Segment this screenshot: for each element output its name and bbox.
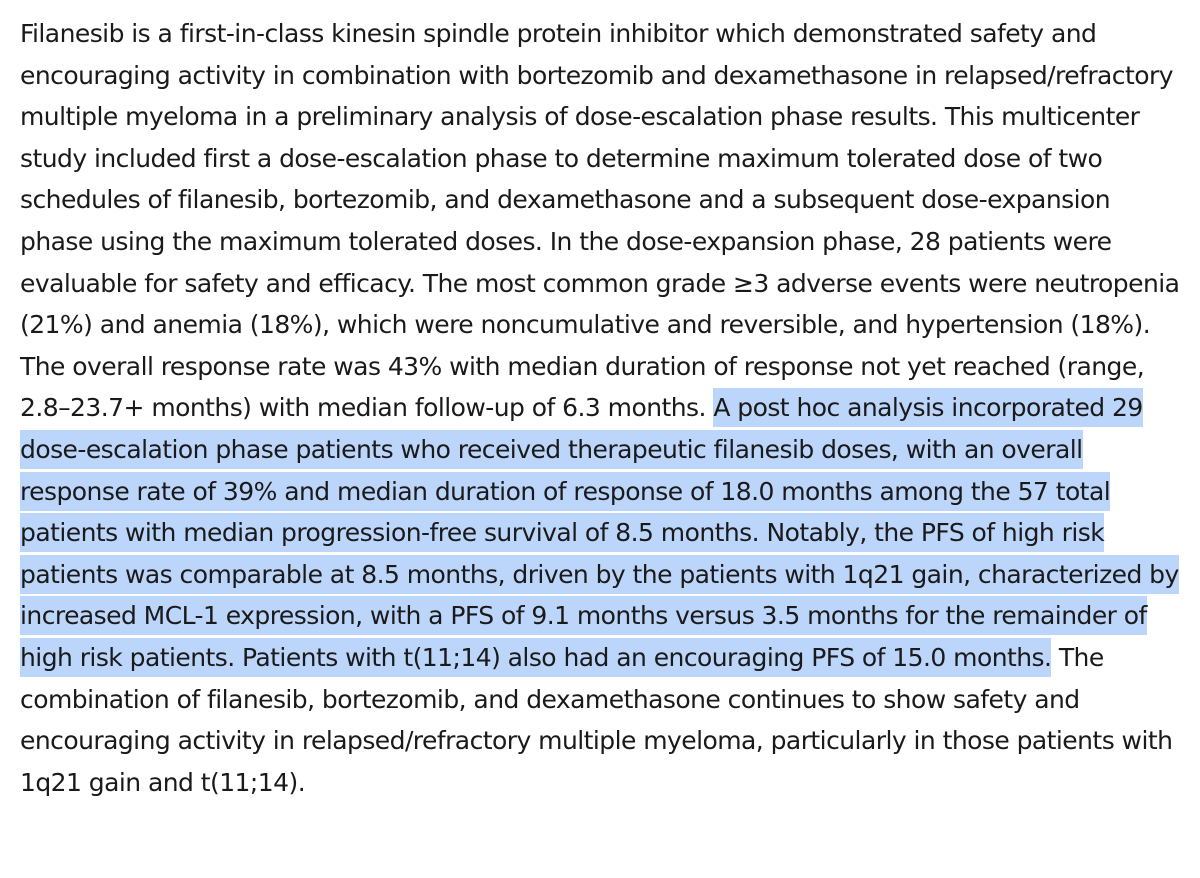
abstract-text-before-selection: Filanesib is a first-in-class kinesin spindle protein inhibitor which demonstrated safety and encouraging activity in combination with bortezomib and dexamethasone in relapsed/refractory multiple myeloma in a preliminary analysis of dose-escalation phase results. This multicenter study included first a dose-escalation phase to determine maximum tolerated dose of two schedules of filanesib, bortezomib, and dexamethasone and a subsequent dose-expansion phase using the maximum tolerated doses. In the dose-expansion phase, 28 patients were evaluable for safety and efficacy. The most common grade ≥3 adverse events were neutropenia (21%) and anemia (18%), which were noncumulative and reversible, and hypertension (18%). The overall response rate was 43% with median duration of response not yet reached (range, 2.8–23.7+ months) with median follow-up of 6.3 months. bbox=[20, 19, 1180, 423]
abstract-paragraph bbox=[20, 13, 1188, 803]
abstract-text-after-selection: The combination of filanesib, bortezomib, and dexamethasone continues to show safety and encouraging activity in relapsed/refractory multiple myeloma, particularly in those patients with 1q21 gain and t(11;14). bbox=[20, 642, 1173, 797]
selected-text-highlight[interactable]: A post hoc analysis incorporated 29 dose-escalation phase patients who received therapeutic filanesib doses, with an overall response rate of 39% and median duration of response of 18.0 months among the 57 total patients with median progression-free survival of 8.5 months. Notably, the PFS of high risk patients was comparable at 8.5 months, driven by the patients with 1q21 gain, characterized by increased MCL-1 expression, with a PFS of 9.1 months versus 3.5 months for the remainder of high risk patients. Patients with t(11;14) also had an encouraging PFS of 15.0 months. bbox=[20, 388, 1179, 677]
